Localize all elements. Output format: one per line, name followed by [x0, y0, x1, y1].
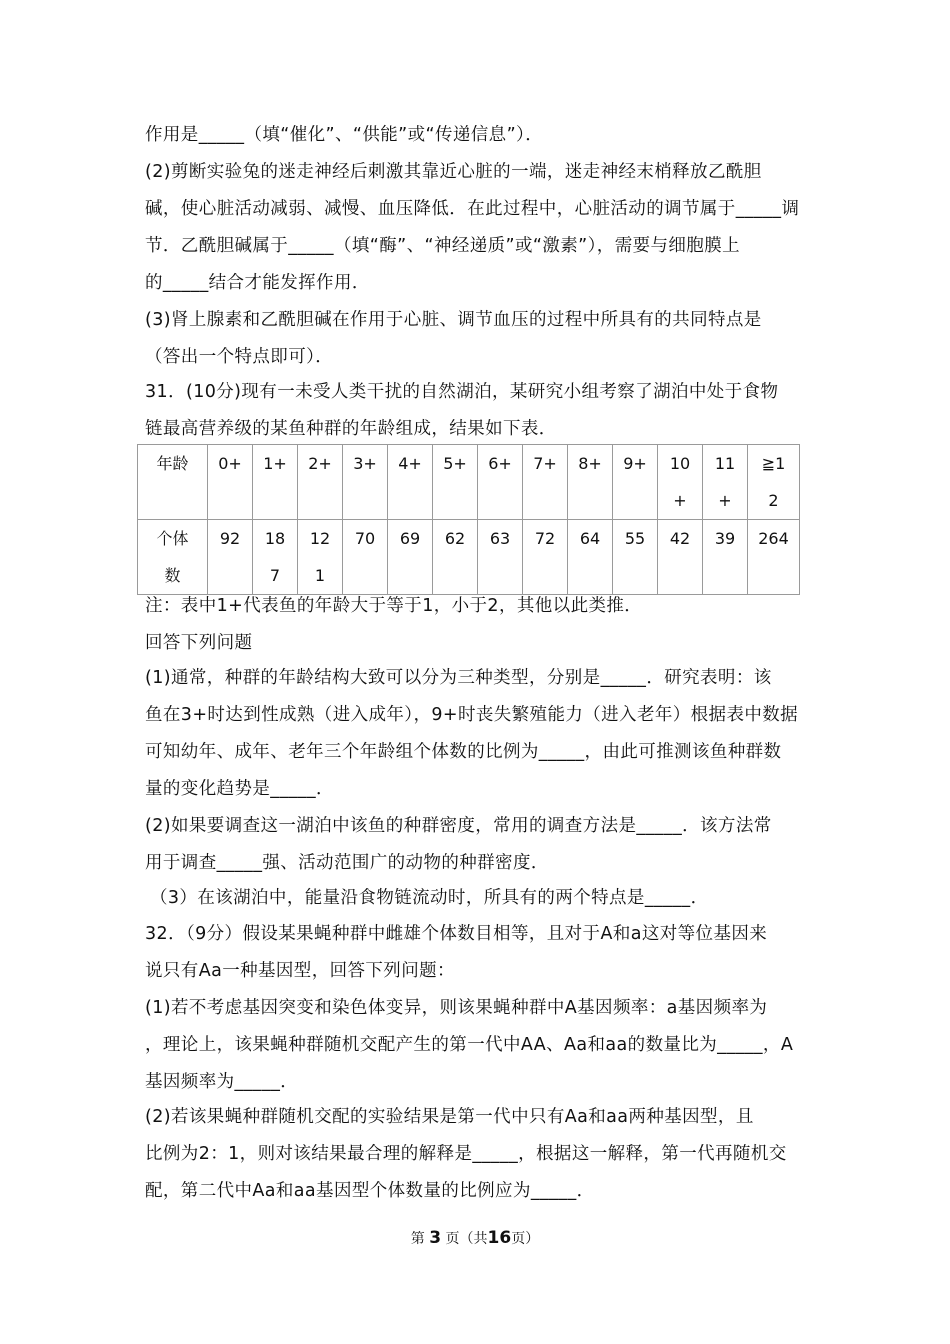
page-number: 3	[429, 1228, 442, 1248]
text-line: 比例为2：1，则对该结果最合理的解释是_____，根据这一解释，第一代再随机交	[145, 1144, 787, 1164]
text-line: 节．乙酰胆碱属于_____（填“酶”、“神经递质”或“激素”），需要与细胞膜上	[145, 236, 740, 256]
table-cell: 63	[478, 520, 523, 595]
footer-prefix: 第	[410, 1231, 425, 1247]
table-header-row	[138, 445, 800, 520]
text-line: 链最高营养级的某鱼种群的年龄组成，结果如下表．	[145, 419, 557, 439]
text-line: （3）在该湖泊中，能量沿食物链流动时，所具有的两个特点是_____．	[150, 888, 709, 908]
text-line: (2)剪断实验兔的迷走神经后刺激其靠近心脏的一端，迷走神经末梢释放乙酰胆	[145, 162, 762, 182]
question-32-heading: 32．（9分）假设某果蝇种群中雌雄个体数目相等，且对于A和a这对等位基因来	[145, 924, 768, 944]
table-cell: 70	[343, 520, 388, 595]
text-line: 用于调查_____强、活动范围广的动物的种群密度．	[145, 853, 549, 873]
text-line: 的_____结合才能发挥作用．	[145, 273, 370, 293]
footer-middle: 页（共	[445, 1231, 488, 1247]
text-line: 说只有Aa一种基因型，回答下列问题：	[145, 961, 455, 981]
table-cell: 12 1	[298, 520, 343, 595]
table-cell: 年龄	[138, 445, 208, 520]
text-line: (3)肾上腺素和乙酰胆碱在作用于心脏、调节血压的过程中所具有的共同特点是	[145, 310, 762, 330]
text-line: 鱼在3+时达到性成熟（进入成年），9+时丧失繁殖能力（进入老年）根据表中数据	[145, 705, 799, 725]
table-cell: 92	[208, 520, 253, 595]
table-cell: 5+	[433, 445, 478, 520]
table-cell: 6+	[478, 445, 523, 520]
text-line: (2)若该果蝇种群随机交配的实验结果是第一代中只有Aa和aa两种基因型，且	[145, 1107, 754, 1127]
text-line: 可知幼年、成年、老年三个年龄组个体数的比例为_____，由此可推测该鱼种群数	[145, 742, 782, 762]
table-cell: 0+	[208, 445, 253, 520]
table-count-row	[138, 520, 800, 595]
table-cell: 10 +	[658, 445, 703, 520]
table-cell: 55	[613, 520, 658, 595]
text-line: （答出一个特点即可）．	[145, 347, 334, 367]
table-cell: 9+	[613, 445, 658, 520]
text-line: ，理论上，该果蝇种群随机交配产生的第一代中AA、Aa和aa的数量比为_____，A	[145, 1035, 794, 1055]
table-cell: 7+	[523, 445, 568, 520]
text-line: (1)通常，种群的年龄结构大致可以分为三种类型，分别是_____．研究表明：该	[145, 668, 772, 688]
text-line: 碱，使心脏活动减弱、减慢、血压降低．在此过程中，心脏活动的调节属于_____调	[145, 199, 800, 219]
age-structure-table	[137, 444, 800, 595]
table-cell: 1+	[253, 445, 298, 520]
table-cell: 69	[388, 520, 433, 595]
text-line: 回答下列问题	[145, 633, 253, 653]
text-line: 作用是_____（填“催化”、“供能”或“传递信息”）．	[145, 125, 544, 145]
table-cell: 264	[748, 520, 800, 595]
footer-suffix: 页）	[511, 1231, 540, 1247]
text-line: 量的变化趋势是_____．	[145, 779, 334, 799]
table-cell: 62	[433, 520, 478, 595]
table-cell: 39	[703, 520, 748, 595]
table-note: 注：表中1+代表鱼的年龄大于等于1，小于2，其他以此类推．	[145, 596, 643, 616]
table-cell: 18 7	[253, 520, 298, 595]
text-line: 配，第二代中Aa和aa基因型个体数量的比例应为_____．	[145, 1181, 595, 1201]
table-cell: ≧1 2	[748, 445, 800, 520]
table-cell: 4+	[388, 445, 433, 520]
table-cell: 64	[568, 520, 613, 595]
table-cell: 72	[523, 520, 568, 595]
table-cell: 3+	[343, 445, 388, 520]
text-line: (1)若不考虑基因突变和染色体变异，则该果蝇种群中A基因频率：a基因频率为	[145, 998, 768, 1018]
text-line: 基因频率为_____．	[145, 1072, 299, 1092]
table-cell: 8+	[568, 445, 613, 520]
question-31-heading: 31．(10分)现有一未受人类干扰的自然湖泊，某研究小组考察了湖泊中处于食物	[145, 382, 779, 402]
table-cell: 2+	[298, 445, 343, 520]
text-line: (2)如果要调查这一湖泊中该鱼的种群密度，常用的调查方法是_____．该方法常	[145, 816, 772, 836]
page-footer	[0, 1228, 950, 1248]
table-cell: 个体 数	[138, 520, 208, 595]
table-cell: 11 +	[703, 445, 748, 520]
total-pages: 16	[487, 1228, 512, 1248]
table-cell: 42	[658, 520, 703, 595]
